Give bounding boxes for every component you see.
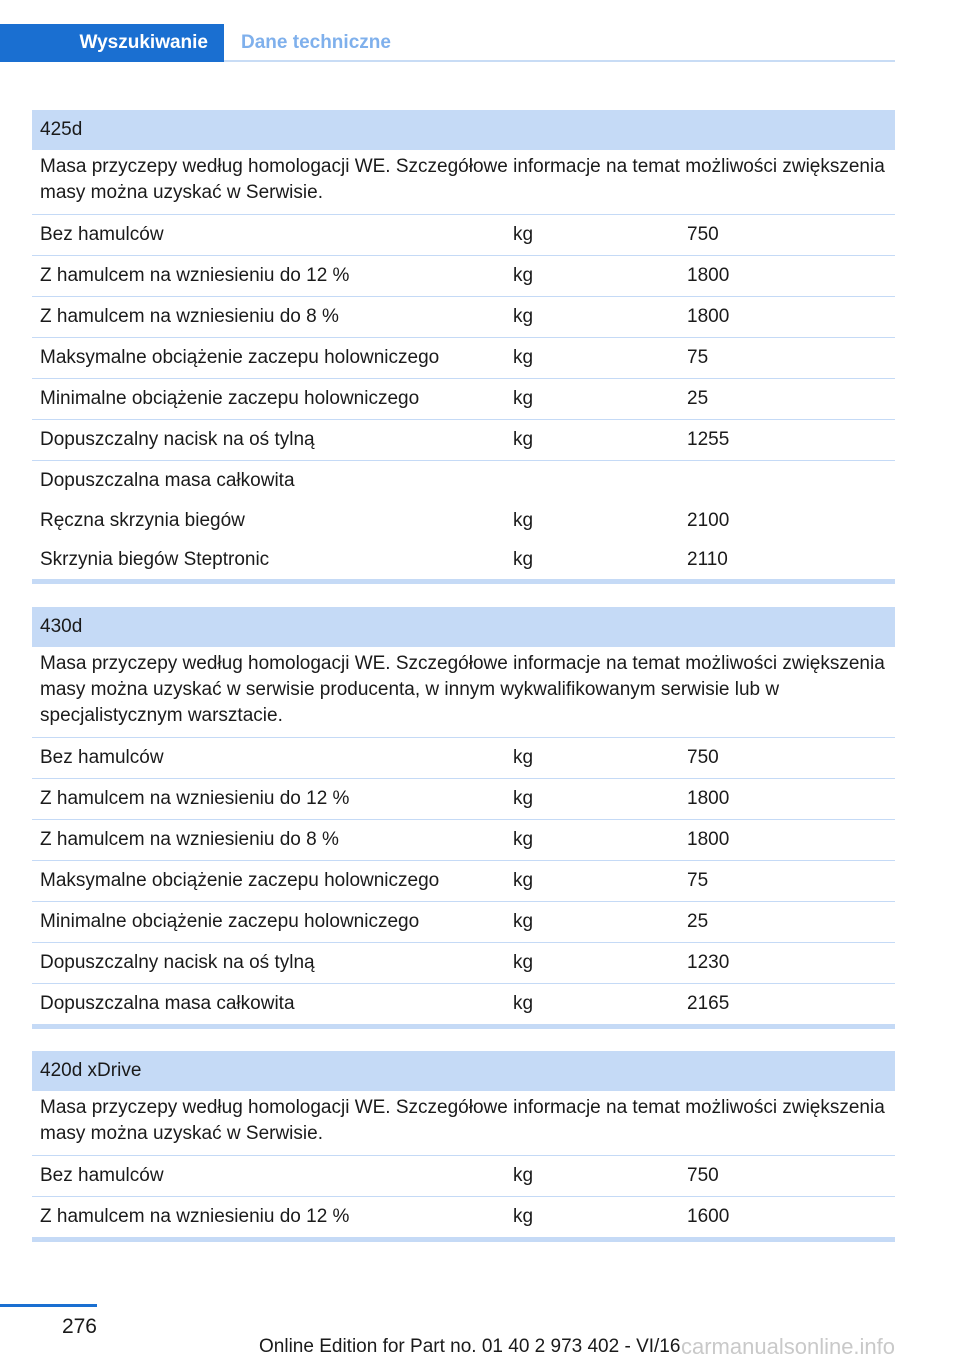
row-value: 2100 (687, 510, 730, 531)
table-row (32, 1156, 895, 1197)
section-description: Masa przyczepy według homologacji WE. Szczegółowe informacje na temat możliwości zwiększenia masy można uzyskać w Serwisie. (32, 1091, 895, 1156)
row-unit: kg (513, 510, 534, 531)
table-row (32, 215, 895, 256)
row-label: Dopuszczalna masa całkowita (40, 470, 295, 491)
row-unit: kg (513, 429, 534, 450)
section-420d-xdrive (32, 1051, 895, 1242)
row-label: Bez hamulców (40, 747, 164, 768)
row-value: 1230 (687, 952, 730, 973)
row-value: 2165 (687, 993, 730, 1014)
row-value: 750 (687, 224, 719, 245)
row-value: 1600 (687, 1206, 730, 1227)
table-row (32, 861, 895, 902)
row-value: 1255 (687, 429, 730, 450)
row-value: 75 (687, 347, 709, 368)
row-value: 1800 (687, 829, 730, 850)
row-label: Dopuszczalna masa całkowita (40, 993, 295, 1014)
row-label: Minimalne obciążenie zaczepu holowniczego (40, 911, 420, 932)
row-unit: kg (513, 224, 534, 245)
row-value: 1800 (687, 788, 730, 809)
row-unit: kg (513, 870, 534, 891)
table-row (32, 256, 895, 297)
header-rule (224, 60, 895, 62)
row-value: 1800 (687, 265, 730, 286)
row-unit: kg (513, 347, 534, 368)
row-unit: kg (513, 747, 534, 768)
row-label: Z hamulcem na wzniesieniu do 12 % (40, 1206, 350, 1227)
row-label: Ręczna skrzynia biegów (40, 510, 245, 531)
row-unit: kg (513, 549, 534, 570)
row-unit: kg (513, 1206, 534, 1227)
table-row (32, 338, 895, 379)
row-unit: kg (513, 952, 534, 973)
row-label: Maksymalne obciążenie zaczepu holowniczego (40, 870, 440, 891)
page-header (0, 24, 895, 62)
row-value: 750 (687, 1165, 719, 1186)
tab-dane-techniczne[interactable]: Dane techniczne (241, 32, 391, 53)
table-row (32, 501, 895, 540)
row-unit: kg (513, 911, 534, 932)
row-label: Bez hamulców (40, 1165, 164, 1186)
row-value: 750 (687, 747, 719, 768)
row-label: Dopuszczalny nacisk na oś tylną (40, 952, 315, 973)
table-row (32, 1197, 895, 1237)
section-description: Masa przyczepy według homologacji WE. Szczegółowe informacje na temat możliwości zwiększenia masy można uzyskać w serwisie producenta, w innym wykwalifikowanym serwisie lub w specjalistycznym warsztacie. (32, 647, 895, 738)
table-row (32, 779, 895, 820)
row-value: 1800 (687, 306, 730, 327)
section-title: 430d (32, 607, 895, 647)
row-label: Skrzynia biegów Steptronic (40, 549, 270, 570)
watermark: carmanualsonline.info (681, 1334, 896, 1359)
row-unit: kg (513, 306, 534, 327)
section-end-rule (32, 579, 895, 584)
row-unit: kg (513, 829, 534, 850)
section-title: 420d xDrive (32, 1051, 895, 1091)
row-label: Bez hamulców (40, 224, 164, 245)
row-label: Z hamulcem na wzniesieniu do 12 % (40, 788, 350, 809)
table-row (32, 984, 895, 1024)
table-row (32, 902, 895, 943)
row-unit: kg (513, 265, 534, 286)
edition-text: Online Edition for Part no. 01 40 2 973 402 - VI/16 (259, 1336, 681, 1357)
row-label: Z hamulcem na wzniesieniu do 8 % (40, 829, 339, 850)
table-row (32, 420, 895, 461)
row-value: 25 (687, 388, 709, 409)
tab-wyszukiwanie[interactable]: Wyszukiwanie (0, 24, 224, 62)
table-row (32, 461, 895, 501)
section-end-rule (32, 1237, 895, 1242)
row-unit: kg (513, 388, 534, 409)
section-end-rule (32, 1024, 895, 1029)
table-row (32, 738, 895, 779)
row-value: 25 (687, 911, 709, 932)
row-value: 75 (687, 870, 709, 891)
row-label: Z hamulcem na wzniesieniu do 12 % (40, 265, 350, 286)
section-description: Masa przyczepy według homologacji WE. Szczegółowe informacje na temat możliwości zwiększenia masy można uzyskać w Serwisie. (32, 150, 895, 215)
footer-accent-bar (0, 1304, 97, 1307)
row-unit: kg (513, 993, 534, 1014)
section-430d (32, 607, 895, 1029)
section-title: 425d (32, 110, 895, 150)
row-label: Maksymalne obciążenie zaczepu holowniczego (40, 347, 440, 368)
table-row (32, 820, 895, 861)
table-row (32, 297, 895, 338)
table-row (32, 379, 895, 420)
row-label: Z hamulcem na wzniesieniu do 8 % (40, 306, 339, 327)
row-label: Dopuszczalny nacisk na oś tylną (40, 429, 315, 450)
row-label: Minimalne obciążenie zaczepu holowniczego (40, 388, 420, 409)
section-425d (32, 110, 895, 584)
row-unit: kg (513, 1165, 534, 1186)
row-value: 2110 (687, 549, 728, 570)
table-row (32, 943, 895, 984)
table-row (32, 540, 895, 579)
row-unit: kg (513, 788, 534, 809)
page-number: 276 (61, 1315, 97, 1338)
